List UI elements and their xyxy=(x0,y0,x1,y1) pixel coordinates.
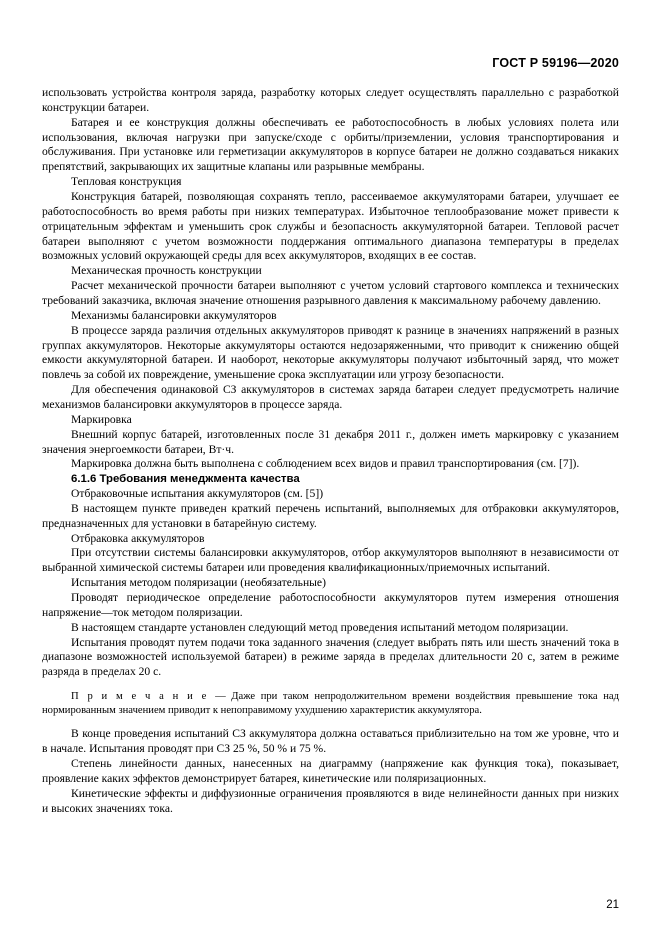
para-balancing-process: В процессе заряда различия отдельных аккумуляторов приводят к разнице в значениях напряжений в разных группах аккумуляторов. Некоторые аккумуляторы остаются недозаряженными, что приводит к снижению общей емкости аккумуляторной батареи. И наоборот, некоторые аккумуляторы получают избыточный заряд, что может повлечь за собой их повреждение, уменьшение срока эксплуатации или угрозу безопасности. xyxy=(42,323,619,382)
para-end-of-test-soc: В конце проведения испытаний СЗ аккумулятора должна оставаться приблизительно на том же уровне, что и в начале. Испытания проводят при СЗ 25 %, 50 % и 75 %. xyxy=(42,727,619,756)
para-screening-tests-scope: В настоящем пункте приведен краткий перечень испытаний, выполняемых для отбраковки аккумуляторов, предназначенных для установки в батарейную систему. xyxy=(42,501,619,530)
para-marking-external-case: Внешний корпус батарей, изготовленных после 31 декабря 2011 г., должен иметь маркировку с указанием значения энергоемкости батареи, Вт·ч. xyxy=(42,427,619,456)
para-test-procedure: Испытания проводят путем подачи тока заданного значения (следует выбрать пять или шесть значений тока в диапазоне возможностей используемой батареи) в режиме заряда в пределах длительности 20 с, затем в режиме разряда в пределах 20 с. xyxy=(42,635,619,679)
document-body xyxy=(42,86,619,816)
heading-marking: Маркировка xyxy=(71,412,132,426)
heading-screening-of-cells: Отбраковка аккумуляторов xyxy=(71,531,205,545)
heading-polarization-tests: Испытания методом поляризации (необязательные) xyxy=(71,576,326,590)
page-header-standard-number: ГОСТ Р 59196—2020 xyxy=(492,56,619,70)
para-kinetic-effects: Кинетические эффекты и диффузионные ограничения проявляются в виде нелинейности данных при низких и высоких значениях тока. xyxy=(42,786,619,815)
para-standard-method: В настоящем стандарте установлен следующий метод проведения испытаний методом поляризации. xyxy=(71,620,569,634)
note-text: — Даже при таком непродолжительном времени воздействия превышение тока над нормированным значением приводит к непоправимому ухудшению характеристик аккумулятора. xyxy=(42,691,619,716)
para-periodic-determination: Проводят периодическое определение работоспособности аккумуляторов путем измерения отношения напряжение—ток методом поляризации. xyxy=(42,590,619,619)
para-thermal-design: Конструкция батарей, позволяющая сохранять тепло, рассеиваемое аккумуляторами батареи, улучшает ее работоспособность во время работы при низких температурах. Избыточное теплообразование может привести к отрицательным эффектам и уменьшить срок службы и безопасность аккумуляторной батареи. Тепловой расчет батареи выполняют с учетом возможности поддержания оптимального диапазона температуры в пределах возможных условий окружающей среды для всех аккумуляторов, входящих в ее состав. xyxy=(42,190,619,263)
heading-balancing-mechanisms: Механизмы балансировки аккумуляторов xyxy=(71,308,277,322)
page-number: 21 xyxy=(606,899,619,911)
para-charge-control-devices: использовать устройства контроля заряда, разработку которых следует осуществлять параллельно с разработкой конструкции батареи. xyxy=(42,86,619,114)
para-linearity-degree: Степень линейности данных, нанесенных на диаграмму (напряжение как функция тока), показывает, проявление каких эффектов демонстрирует батарея, кинетические или поляризационных. xyxy=(42,757,619,785)
para-balancing-mechanisms-requirement: Для обеспечения одинаковой СЗ аккумуляторов в системах заряда батареи следует предусмотреть наличие механизмов балансировки аккумуляторов в процессе заряда. xyxy=(42,383,619,412)
para-screening-tests-ref: Отбраковочные испытания аккумуляторов (см. [5]) xyxy=(71,486,324,500)
para-battery-structures-operability: Батарея и ее конструкция должны обеспечивать ее работоспособность в любых условиях полета или использования, включая нагрузки при запуске/сходе с орбиты/приземлении, условия транспортирования и обслуживания. При установке или герметизации аккумуляторов в корпусе батареи не должно создаваться никаких препятствий, закрывающих их защитные клапаны или разрывные мембраны. xyxy=(42,115,619,174)
para-marking-transport: Маркировка должна быть выполнена с соблюдением всех видов и правил транспортирования (см. [7]). xyxy=(71,457,580,471)
heading-thermal-design: Тепловая конструкция xyxy=(71,175,182,189)
para-mechanical-strength: Расчет механической прочности батареи выполняют с учетом условий стартового комплекса и технических требований заказчика, включая значение отношения разрывного давления к максимальному рабочему давлению. xyxy=(42,279,619,308)
note-overcurrent xyxy=(42,690,619,717)
note-label: П р и м е ч а н и е xyxy=(71,691,216,703)
heading-mechanical-strength: Механическая прочность конструкции xyxy=(71,264,262,278)
para-no-balancing-system: При отсутствии системы балансировки аккумуляторов, отбор аккумуляторов выполняют в независимости от выбранной химической системы батареи или проведения квалификационных/приемочных испытаний. xyxy=(42,546,619,575)
heading-quality-management: 6.1.6 Требования менеджмента качества xyxy=(71,473,300,486)
